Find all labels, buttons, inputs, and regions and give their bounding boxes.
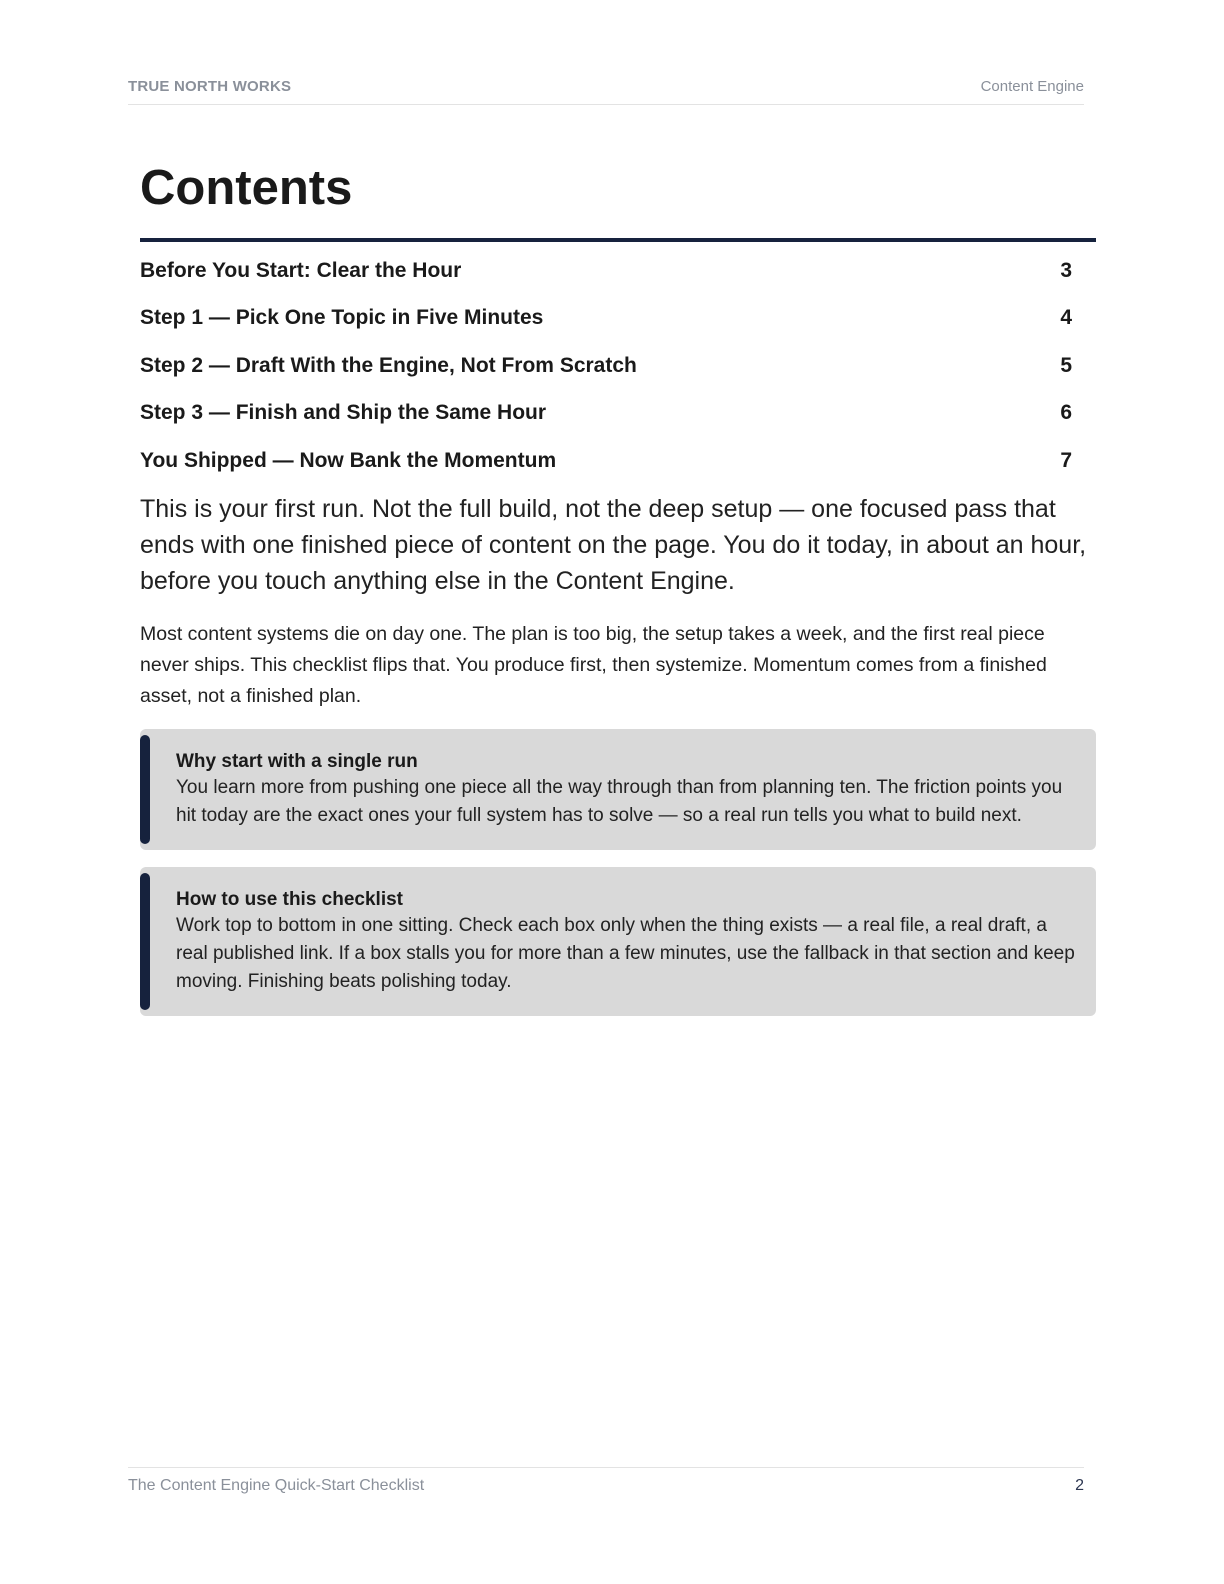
toc-entry-label: Step 2 — Draft With the Engine, Not From Scratch	[140, 353, 637, 377]
brand-name: TRUE NORTH WORKS	[128, 78, 292, 95]
page-footer	[128, 1467, 1084, 1508]
toc-entry[interactable]	[140, 247, 1096, 295]
toc-entry-page: 3	[1060, 258, 1072, 282]
header-section-label: Content Engine	[980, 78, 1084, 95]
title-divider	[140, 238, 1096, 242]
callout-box	[140, 729, 1096, 850]
table-of-contents	[140, 247, 1096, 485]
footer-page-number: 2	[1075, 1477, 1084, 1494]
toc-entry[interactable]	[140, 342, 1096, 390]
callout-text: You learn more from pushing one piece all the way through than from planning ten. The friction points you hit today are the exact ones your full system has to solve — so a real run tells you what to build next.	[176, 776, 1063, 826]
callout-accent-bar	[140, 873, 150, 1010]
toc-entry-label: Step 3 — Finish and Ship the Same Hour	[140, 401, 547, 425]
toc-entry-label: Step 1 — Pick One Topic in Five Minutes	[140, 306, 544, 330]
callout-box	[140, 867, 1096, 1016]
toc-entry-label: Before You Start: Clear the Hour	[140, 258, 462, 282]
toc-entry[interactable]	[140, 437, 1096, 485]
callout-accent-bar	[140, 735, 150, 844]
toc-entry[interactable]	[140, 390, 1096, 438]
intro-lead-paragraph: This is your first run. Not the full build, not the deep setup — one focused pass that ends with one finished piece of content on the page. You do it today, in about an hour, before you touch anything else in the Content Engine.	[140, 494, 1087, 595]
toc-entry-page: 4	[1060, 306, 1072, 330]
callout-title: Why start with a single run	[176, 750, 418, 772]
page-content	[140, 155, 1096, 1016]
page-header	[128, 78, 1084, 105]
toc-entry-label: You Shipped — Now Bank the Momentum	[140, 448, 557, 472]
page-title: Contents	[140, 161, 353, 215]
callout-title: How to use this checklist	[176, 888, 403, 910]
footer-document-title: The Content Engine Quick-Start Checklist	[128, 1477, 425, 1494]
toc-entry-page: 5	[1060, 353, 1072, 377]
toc-entry-page: 6	[1060, 401, 1072, 425]
intro-body-paragraph: Most content systems die on day one. The plan is too big, the setup takes a week, and the first real piece never ships. This checklist flips that. You produce first, then systemize. Momentum comes from a finished asset, not a finished plan.	[140, 622, 1047, 707]
toc-entry-page: 7	[1060, 448, 1072, 472]
callout-text: Work top to bottom in one sitting. Check each box only when the thing exists — a real file, a real draft, a real published link. If a box stalls you for more than a few minutes, use the fallback in that section and keep moving. Finishing beats polishing today.	[176, 914, 1075, 992]
toc-entry[interactable]	[140, 295, 1096, 343]
